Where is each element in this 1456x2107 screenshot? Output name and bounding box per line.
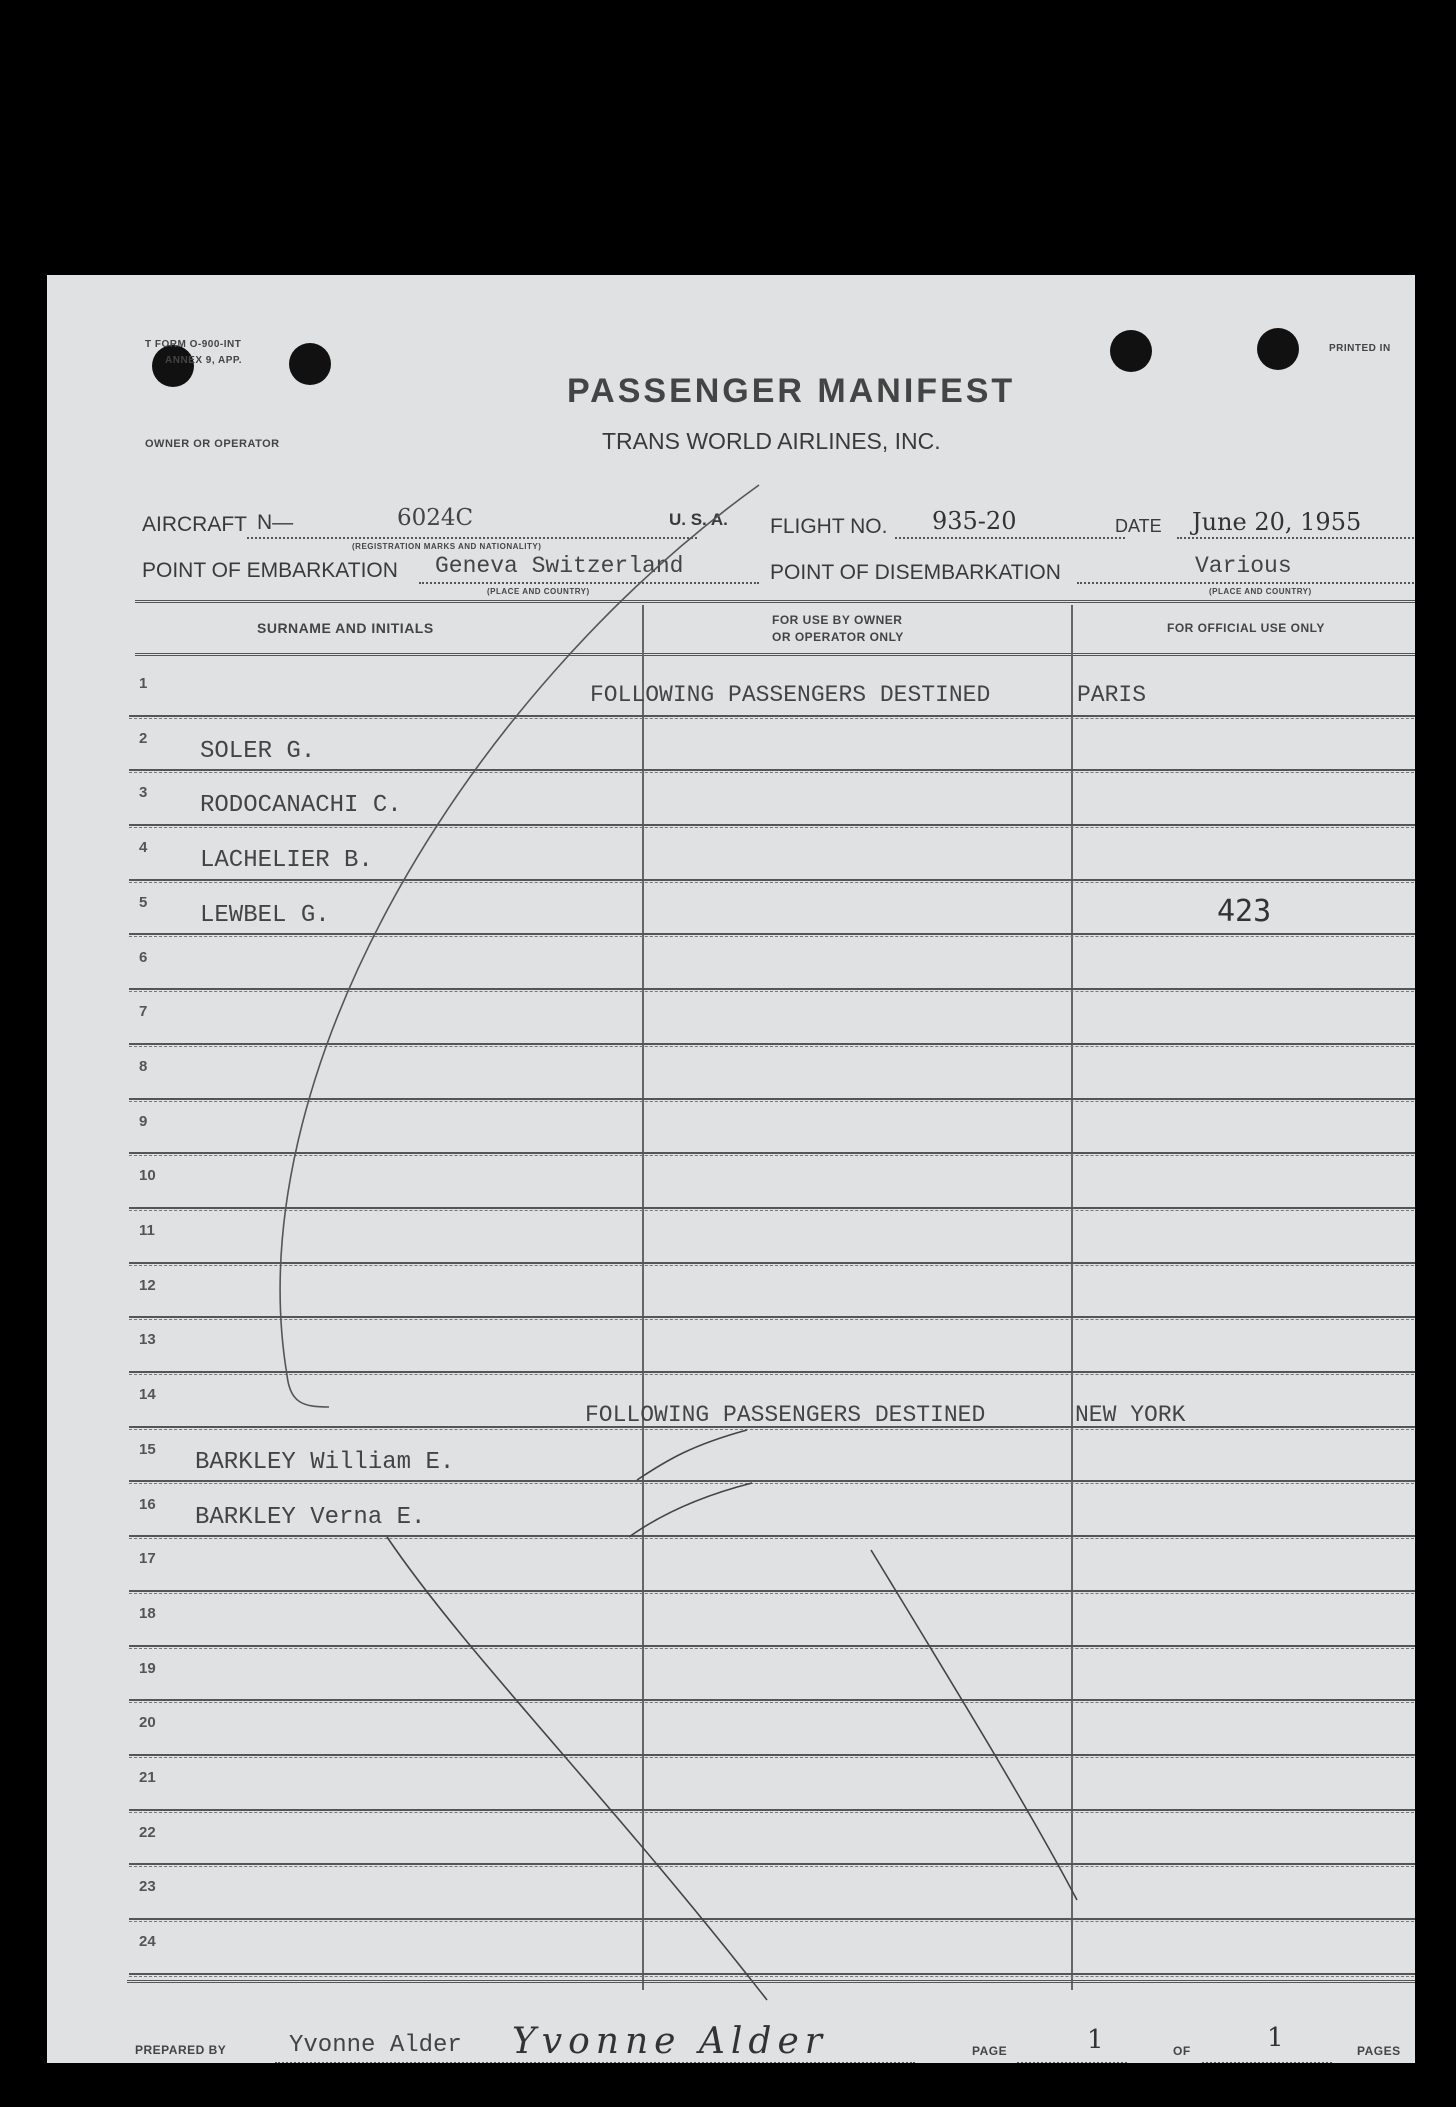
row-number: 12 xyxy=(139,1276,156,1294)
punch-hole-mid xyxy=(1110,330,1152,372)
table-row xyxy=(47,1101,1415,1156)
of-label: OF xyxy=(1173,2044,1191,2058)
passenger-name: BARKLEY William E. xyxy=(195,1448,455,1476)
table-row xyxy=(47,1812,1415,1867)
table-row xyxy=(47,1265,1415,1320)
row-number: 21 xyxy=(139,1769,156,1786)
col-header-official-use: FOR OFFICIAL USE ONLY xyxy=(1167,621,1325,635)
aircraft-prefix: N— xyxy=(257,511,294,534)
table-row xyxy=(47,1155,1415,1210)
row-number: 23 xyxy=(139,1878,156,1896)
destination-note-newyork-city: NEW YORK xyxy=(1075,1402,1186,1428)
flight-label: FLIGHT NO. xyxy=(770,515,888,538)
row-number: 22 xyxy=(139,1823,156,1841)
form-id-line1: T FORM O-900-INT xyxy=(145,339,242,350)
row-number: 10 xyxy=(139,1167,156,1185)
page-label: PAGE xyxy=(972,2044,1008,2058)
row-number: 4 xyxy=(139,839,148,857)
passenger-name: BARKLEY Verna E. xyxy=(195,1503,426,1531)
pages-label: PAGES xyxy=(1357,2044,1401,2058)
table-row xyxy=(47,1866,1415,1921)
col-header-owner-use-2: OR OPERATOR ONLY xyxy=(772,630,904,644)
row-number: 19 xyxy=(139,1659,156,1677)
date-value: June 20, 1955 xyxy=(1192,508,1362,536)
row-number: 18 xyxy=(139,1604,156,1622)
table-row xyxy=(47,718,1415,773)
row-number: 8 xyxy=(139,1057,148,1075)
prepared-by-label: PREPARED BY xyxy=(135,2043,227,2057)
table-row xyxy=(47,1429,1415,1484)
table-row xyxy=(47,1702,1415,1757)
destination-note-paris-city: PARIS xyxy=(1077,682,1147,708)
col-header-rule xyxy=(135,653,1415,656)
row-number: 5 xyxy=(139,893,148,911)
page-title: PASSENGER MANIFEST xyxy=(567,372,1016,410)
table-row xyxy=(47,1210,1415,1265)
table-row xyxy=(47,1319,1415,1374)
table-row xyxy=(47,1757,1415,1812)
official-use-value: 423 xyxy=(1217,893,1272,929)
passenger-name: LEWBEL G. xyxy=(200,901,330,929)
disembarkation-label: POINT OF DISEMBARKATION xyxy=(770,561,1061,584)
table-row xyxy=(47,1648,1415,1703)
row-number: 6 xyxy=(139,948,148,966)
col-header-owner-use-1: FOR USE BY OWNER xyxy=(772,613,903,627)
row-number: 17 xyxy=(139,1550,156,1568)
owner-value: TRANS WORLD AIRLINES, INC. xyxy=(602,428,941,454)
table-row xyxy=(47,937,1415,992)
punch-hole-left xyxy=(152,345,194,387)
row-number: 24 xyxy=(139,1933,156,1951)
table-row xyxy=(47,1593,1415,1648)
embarkation-value: Geneva Switzerland xyxy=(435,553,684,579)
owner-label: OWNER OR OPERATOR xyxy=(145,438,280,450)
col-header-surname: SURNAME AND INITIALS xyxy=(257,620,434,636)
embarkation-label: POINT OF EMBARKATION xyxy=(142,559,398,582)
row-number: 15 xyxy=(139,1440,156,1458)
aircraft-value: 6024C xyxy=(397,505,474,531)
page-number: 1 xyxy=(1087,2025,1104,2055)
row-number: 2 xyxy=(139,729,148,747)
passenger-name: SOLER G. xyxy=(200,737,316,765)
date-label: DATE xyxy=(1115,516,1162,536)
form-id-line2: ANNEX 9, APP. xyxy=(165,355,243,366)
row-rule xyxy=(129,1973,1415,1977)
footer-rule xyxy=(127,1980,1415,1983)
row-number: 9 xyxy=(139,1112,148,1130)
aircraft-label: AIRCRAFT xyxy=(142,513,247,536)
table-row xyxy=(47,827,1415,882)
table-row xyxy=(47,1484,1415,1539)
table-row xyxy=(47,1046,1415,1101)
row-number: 7 xyxy=(139,1003,148,1021)
table-row xyxy=(47,882,1415,937)
row-number: 14 xyxy=(139,1386,156,1404)
table-row xyxy=(47,772,1415,827)
prepared-by-signature: Yvonne Alder xyxy=(512,2021,828,2062)
flight-value: 935-20 xyxy=(932,507,1017,535)
printed-in-label: PRINTED IN xyxy=(1329,343,1391,354)
prepared-by-typed: Yvonne Alder xyxy=(289,2032,462,2059)
table-row xyxy=(47,1921,1415,1976)
aircraft-sublabel: (REGISTRATION MARKS AND NATIONALITY) xyxy=(352,542,542,551)
manifest-sheet xyxy=(47,275,1415,2063)
passenger-name: LACHELIER B. xyxy=(200,847,373,875)
nationality-label: U. S. A. xyxy=(669,510,728,529)
row-number: 16 xyxy=(139,1495,156,1513)
disembarkation-sublabel: (PLACE AND COUNTRY) xyxy=(1209,587,1312,596)
row-number: 3 xyxy=(139,784,148,802)
row-number: 1 xyxy=(139,675,148,692)
destination-note-newyork: FOLLOWING PASSENGERS DESTINED xyxy=(585,1402,986,1428)
punch-hole-right xyxy=(1257,328,1299,370)
passenger-name: RODOCANACHI C. xyxy=(200,792,402,820)
row-number: 11 xyxy=(139,1222,155,1239)
row-number: 20 xyxy=(139,1714,156,1732)
page-total: 1 xyxy=(1267,2023,1284,2053)
header-top-rule xyxy=(135,600,1415,603)
punch-hole-left-2 xyxy=(289,343,331,385)
destination-note-paris: FOLLOWING PASSENGERS DESTINED xyxy=(590,682,991,708)
disembarkation-value: Various xyxy=(1195,553,1292,579)
embarkation-sublabel: (PLACE AND COUNTRY) xyxy=(487,587,590,596)
row-number: 13 xyxy=(139,1331,156,1349)
table-row xyxy=(47,1538,1415,1593)
table-row xyxy=(47,991,1415,1046)
